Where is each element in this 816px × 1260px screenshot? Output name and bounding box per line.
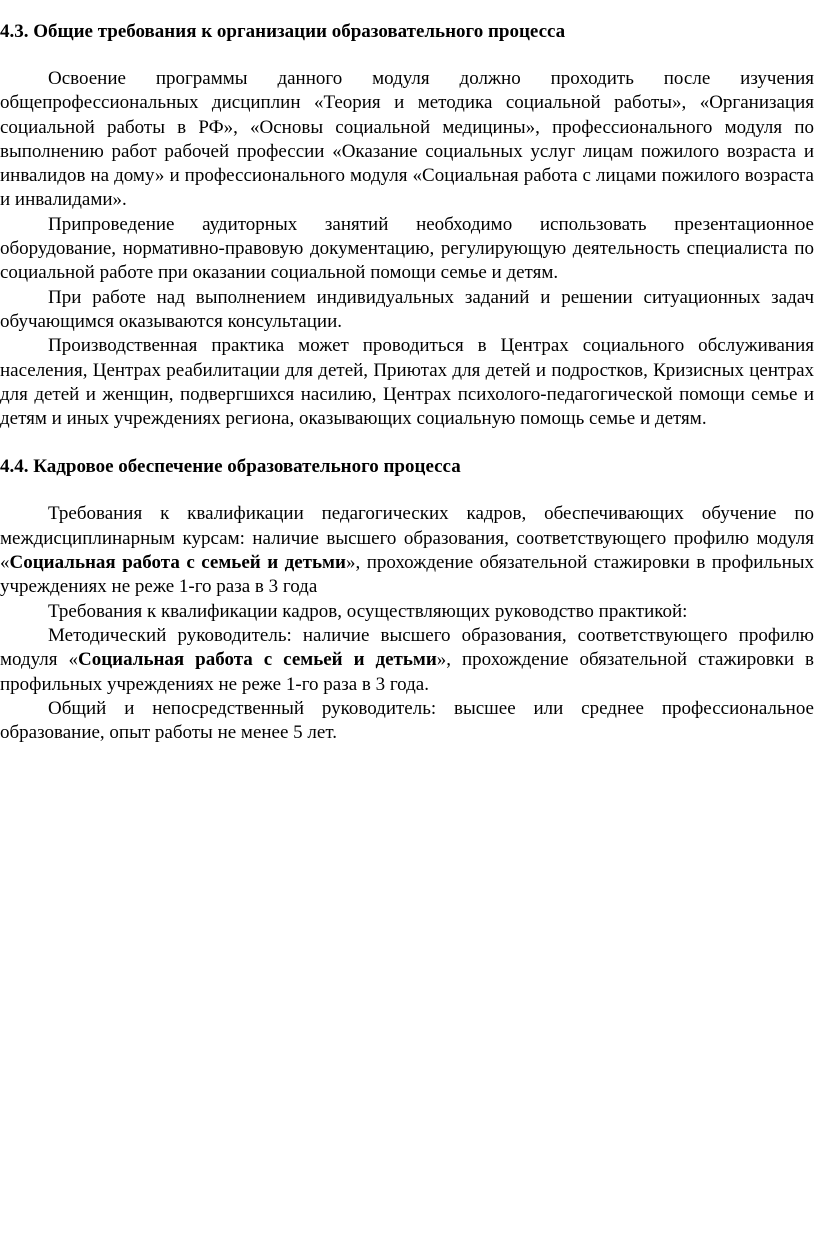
spacer: [0, 431, 814, 455]
paragraph-text: Требования к квалификации педагогических кадров, обеспечивающих обучение по междисциплинарным курсам: наличие высшего образования, соответствующего профилю модуля «: [0, 503, 814, 574]
module-name-bold: Социальная работа с семьей и детьми: [9, 552, 346, 574]
section-4-3-paragraph-3: При работе над выполнением индивидуальных заданий и решении ситуационных задач обучающимся оказываются консультации.: [0, 286, 814, 332]
paragraph-text: », прохождение обязательной стажировки в профильных учреждениях не реже 1-го раза в 3 года: [0, 552, 814, 598]
paragraph-text: », прохождение обязательной стажировки в профильных учреждениях не реже 1-го раза в 3 года.: [0, 649, 815, 695]
section-4-3-paragraph-4: Производственная практика может проводиться в Центрах социального обслуживания населения, Центрах реабилитации для детей, Приютах для детей и подростков, Кризисных центрах для детей и женщин, подвергшихся насилию, Центрах психолого-педагогической помощи семье и детям и иных учреждениях региона, оказывающих социальную помощь семье и детям.: [0, 335, 814, 430]
section-4-4-paragraph-1: [0, 502, 814, 599]
section-4-3-heading: 4.3. Общие требования к организации образовательного процесса: [0, 21, 566, 42]
section-4-3-paragraph-1: Освоение программы данного модуля должно проходить после изучения общепрофессиональных дисциплин «Теория и методика социальной работы», «Организация социальной работы в РФ», «Основы социальной медицины», профессионального модуля по выполнению работ рабочей профессии «Оказание социальных услуг лицам пожилого возраста и инвалидов на дому» и профессионального модуля «Социальная работа с лицами пожилого возраста и инвалидами».: [0, 68, 814, 211]
spacer: [0, 479, 814, 502]
section-4-3-paragraph-2: Припроведение аудиторных занятий необходимо использовать презентационное оборудование, нормативно-правовую документацию, регулирующую деятельность специалиста по социальной работе при оказании социальной помощи семье и детям.: [0, 213, 814, 284]
paragraph-text: Методический руководитель: наличие высшего образования, соответствующего профилю модуля «: [0, 624, 814, 671]
document-page: [0, 20, 814, 745]
module-name-bold: Социальная работа с семьей и детьми: [78, 649, 437, 671]
spacer: [0, 44, 814, 67]
section-4-4-paragraph-2: Требования к квалификации кадров, осуществляющих руководство практикой:: [48, 600, 688, 622]
section-4-4-paragraph-4: Общий и непосредственный руководитель: высшее или среднее профессиональное образование, опыт работы не менее 5 лет.: [0, 697, 814, 744]
section-4-4-heading: 4.4. Кадровое обеспечение образовательного процесса: [0, 456, 461, 478]
section-4-4-paragraph-3: [0, 624, 814, 697]
